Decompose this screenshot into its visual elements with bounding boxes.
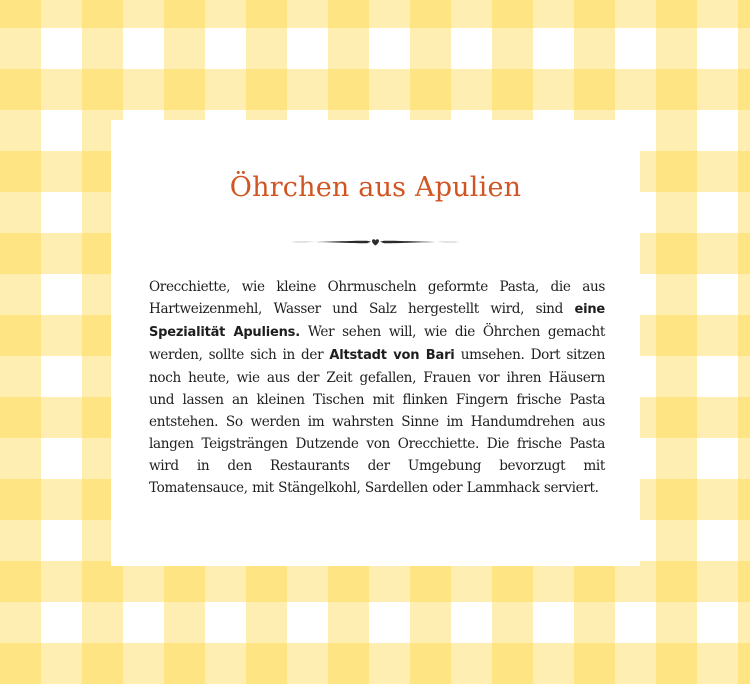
paragraph-text-2: Wer sehen will, wie die Öhrchen gemacht werden, sollte sich in der xyxy=(149,324,606,363)
highlight-altstadt: Altstadt von Bari xyxy=(329,348,455,363)
highlight-spezialitaet: eine Spezialität Apuliens. xyxy=(149,302,605,340)
ornamental-divider-icon xyxy=(291,237,460,247)
paragraph-text-1: Orecchiette, wie kleine Ohrmuscheln geformte Pasta, die aus Hartweizenmehl, Wasser und Salz hergestellt wird, sind xyxy=(149,279,605,317)
page-title: Öhrchen aus Apulien xyxy=(229,172,522,203)
content-card xyxy=(111,120,640,566)
article-paragraph xyxy=(149,276,605,499)
paragraph-text-3: umsehen. Dort sitzen noch heute, wie aus der Zeit gefallen, Frauen vor ihren Häusern und lassen an kleinen Tischen mit flinken Fingern frische Pasta entstehen. So werden im wahrsten Sinne im Handumdrehen aus langen Teigsträngen Dutzende von Orecchiette. Die frische Pasta wird in den Restaurants der Umgebung bevorzugt mit Tomatensauce, mit Stängelkohl, Sardellen oder Lammhack serviert. xyxy=(149,347,606,496)
